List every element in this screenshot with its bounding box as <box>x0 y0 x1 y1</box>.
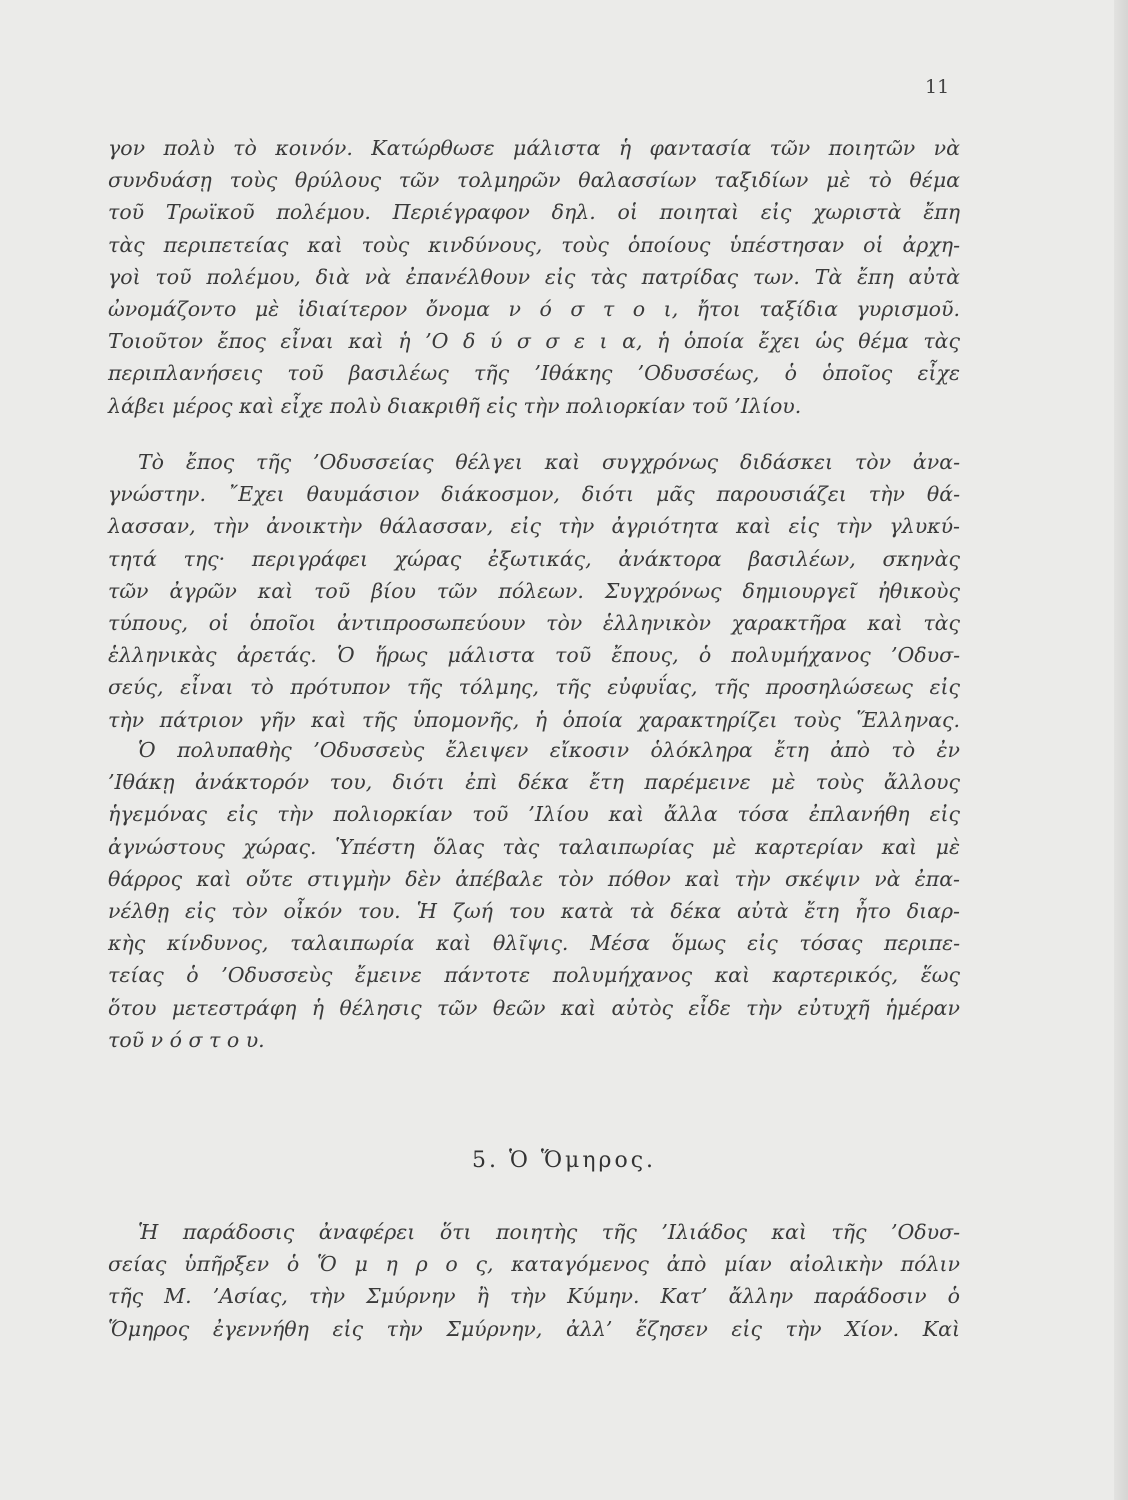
text-line: ὠνομάζοντο μὲ ἰδιαίτερον ὄνομα ν ό σ τ ο ι, ἤτοι ταξίδια γυρισμοῦ. <box>108 296 960 321</box>
text-line: τοῦ Τρωϊκοῦ πολέμου. Περιέγραφον δηλ. οἱ ποιηταὶ εἰς χωριστὰ ἔπη <box>108 200 960 225</box>
text-line: Τοιοῦτον ἔπος εἶναι καὶ ἡ ’Ο δ ύ σ σ ε ι α, ἡ ὁποία ἔχει ὡς θέμα τὰς <box>108 329 960 354</box>
text-line: τῆς Μ. ’Ασίας, τὴν Σμύρνην ἢ τὴν Κύμην. Κατ’ ἄλλην παράδοσιν ὁ <box>108 1284 960 1309</box>
text-line: γον πολὺ τὸ κοινόν. Κατώρθωσε μάλιστα ἡ φαντασία τῶν ποιητῶν νὰ <box>108 136 960 160</box>
text-line: Τὸ ἔπος τῆς ’Οδυσσείας θέλγει καὶ συγχρόνως διδάσκει τὸν ἀνα- <box>138 450 960 474</box>
text-line: σεύς, εἶναι τὸ πρότυπον τῆς τόλμης, τῆς εὐφυΐας, τῆς προσηλώσεως εἰς <box>108 675 960 700</box>
text-line: θάρρος καὶ οὔτε στιγμὴν δὲν ἀπέβαλε τὸν πόθον καὶ τὴν σκέψιν νὰ ἐπα- <box>108 866 960 891</box>
text-line: σείας ὑπῆρξεν ὁ Ὅ μ η ρ ο ς, καταγόμενος ἀπὸ μίαν αἰολικὴν πόλιν <box>108 1252 960 1277</box>
text-line: Ὁ πολυπαθὴς ’Οδυσσεὺς ἔλειψεν εἴκοσιν ὁλόκληρα ἔτη ἀπὸ τὸ ἐν <box>138 738 960 762</box>
paragraph-1 <box>108 132 960 422</box>
text-line: περιπλανήσεις τοῦ βασιλέως τῆς ’Ιθάκης ’Οδυσσέως, ὁ ὁποῖος εἶχε <box>108 361 960 386</box>
text-line: Ἡ παράδοσις ἀναφέρει ὅτι ποιητὴς τῆς ’Ιλιάδος καὶ τῆς ’Οδυσ- <box>138 1220 960 1244</box>
paragraph-4 <box>108 1216 960 1345</box>
section-heading: 5. Ὁ Ὅμηρος. <box>471 1148 657 1173</box>
text-line: ἑλληνικὰς ἀρετάς. Ὁ ἥρως μάλιστα τοῦ ἔπους, ὁ πολυμήχανος ’Οδυσ- <box>108 643 960 668</box>
text-line: Ὅμηρος ἐγεννήθη εἰς τὴν Σμύρνην, ἀλλ’ ἔζησεν εἰς τὴν Χίον. Καὶ <box>108 1316 960 1341</box>
text-line: τοῦ ν ό σ τ ο υ. <box>108 1027 265 1052</box>
text-line: λασσαν, τὴν ἀνοικτὴν θάλασσαν, εἰς τὴν ἀγριότητα καὶ εἰς τὴν γλυκύ- <box>108 514 960 539</box>
text-line: τείας ὁ ’Οδυσσεὺς ἔμεινε πάντοτε πολυμήχανος καὶ καρτερικός, ἕως <box>108 963 960 988</box>
text-line: κὴς κίνδυνος, ταλαιπωρία καὶ θλῖψις. Μέσα ὅμως εἰς τόσας περιπε- <box>108 931 960 956</box>
text-line: γνώστην. ῎Εχει θαυμάσιον διάκοσμον, διότι μᾶς παρουσιάζει τὴν θά- <box>108 482 960 507</box>
text-line: ’Ιθάκῃ ἀνάκτορόν του, διότι ἐπὶ δέκα ἔτη παρέμεινε μὲ τοὺς ἄλλους <box>108 770 960 795</box>
paragraph-2 <box>108 446 960 736</box>
paragraph-3 <box>108 734 960 1056</box>
text-line: ἡγεμόνας εἰς τὴν πολιορκίαν τοῦ ’Ιλίου καὶ ἄλλα τόσα ἐπλανήθη εἰς <box>108 802 960 827</box>
page-edge <box>1114 0 1128 1500</box>
text-line: συνδυάσῃ τοὺς θρύλους τῶν τολμηρῶν θαλασσίων ταξιδίων μὲ τὸ θέμα <box>108 168 960 193</box>
text-line: τύπους, οἱ ὁποῖοι ἀντιπροσωπεύουν τὸν ἑλληνικὸν χαρακτῆρα καὶ τὰς <box>108 610 960 635</box>
text-line: λάβει μέρος καὶ εἶχε πολὺ διακριθῆ εἰς τὴν πολιορκίαν τοῦ ’Ιλίου. <box>108 393 802 418</box>
text-line: ὅτου μετεστράφη ἡ θέλησις τῶν θεῶν καὶ αὐτὸς εἶδε τὴν εὐτυχῆ ἡμέραν <box>108 995 960 1020</box>
text-line: τητά της· περιγράφει χώρας ἐξωτικάς, ἀνάκτορα βασιλέων, σκηνὰς <box>108 546 960 571</box>
text-line: νέλθῃ εἰς τὸν οἶκόν του. Ἡ ζωή του κατὰ τὰ δέκα αὐτὰ ἔτη ἦτο διαρ- <box>108 898 960 923</box>
text-line: τὰς περιπετείας καὶ τοὺς κινδύνους, τοὺς ὁποίους ὑπέστησαν οἱ ἀρχη- <box>108 232 960 257</box>
text-line: τῶν ἀγρῶν καὶ τοῦ βίου τῶν πόλεων. Συγχρόνως δημιουργεῖ ἠθικοὺς <box>108 578 960 603</box>
page-number: 11 <box>925 76 950 98</box>
text-line: τὴν πάτριον γῆν καὶ τῆς ὑπομονῆς, ἡ ὁποία χαρακτηρίζει τοὺς Ἕλληνας. <box>108 707 960 732</box>
text-line: γοὶ τοῦ πολέμου, διὰ νὰ ἐπανέλθουν εἰς τὰς πατρίδας των. Τὰ ἔπη αὐτὰ <box>108 264 960 289</box>
text-line: ἀγνώστους χώρας. Ὑπέστη ὅλας τὰς ταλαιπωρίας μὲ καρτερίαν καὶ μὲ <box>108 834 960 859</box>
